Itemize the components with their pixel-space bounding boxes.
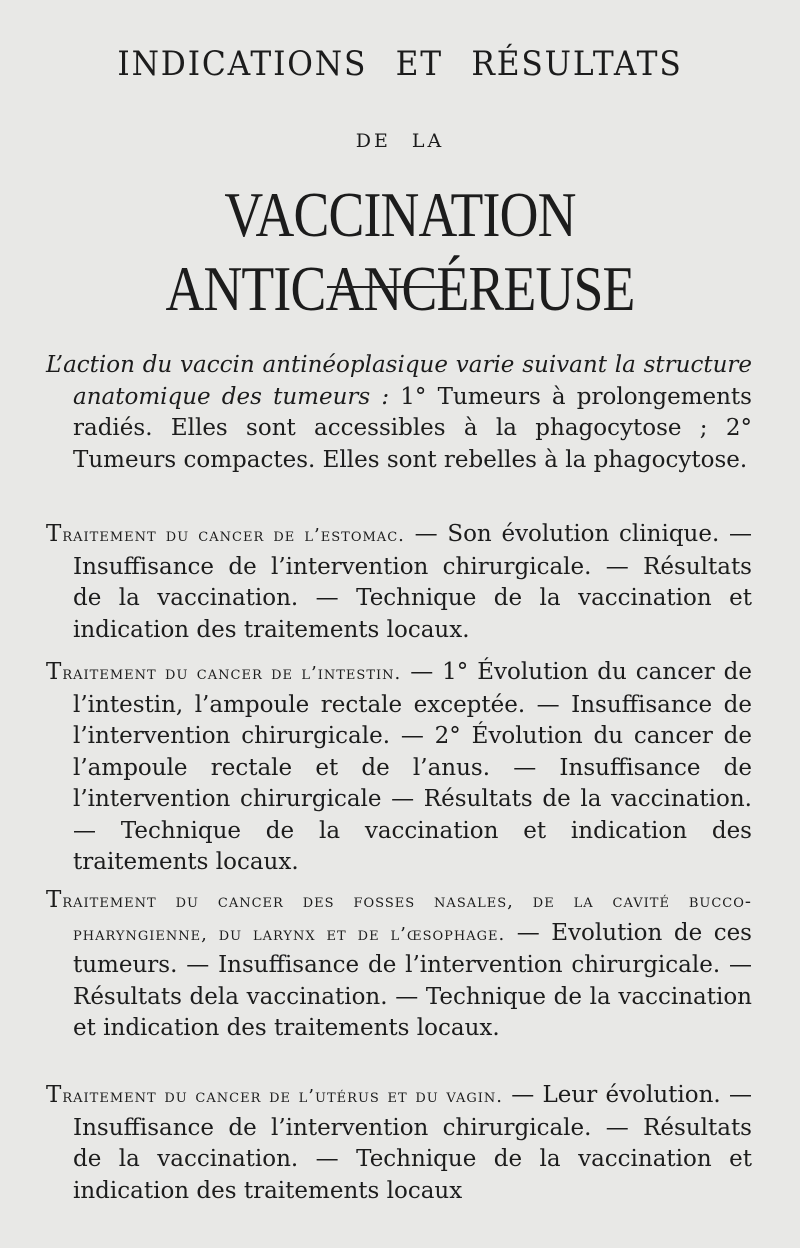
section-text: — 1° Évolution du cancer de l’intestin, l’ampoule rectale exceptée. — Insuffisance de l’intervention chirurgicale. — 2° Évolution du cancer de l’ampoule rectale et de l’anus. — Insuffisance de l’intervention chirurgicale — Résultats de la vaccination. — Technique de la vaccination et indication des traitements locaux. bbox=[73, 659, 752, 875]
section-uterus bbox=[46, 1080, 752, 1207]
intro-italic: L’action du vaccin antinéoplasique varie suivant la structure anatomique des tumeurs : bbox=[46, 352, 752, 410]
title-line-3: VACCINATION ANTICANCÉREUSE bbox=[165, 179, 635, 324]
section-text: — Son évolution clinique. — Insuffisance de l’intervention chirurgicale. — Résultats de la vaccination. — Technique de la vaccination et indication des traitements locaux. bbox=[73, 521, 752, 643]
section-text: — Leur évolution. — Insuffisance de l’intervention chirurgicale. — Résultats de la vaccination. — Technique de la vaccination et indication des traitements locaux bbox=[73, 1082, 752, 1204]
section-heading: Traitement du cancer de l’utérus et du vagin. bbox=[46, 1082, 503, 1108]
title-line-1: INDICATIONS ET RÉSULTATS bbox=[117, 44, 683, 84]
section-intestine bbox=[46, 657, 752, 879]
title-line-2: DE LA bbox=[355, 130, 445, 152]
section-nasal bbox=[46, 885, 752, 1045]
section-heading: Traitement du cancer de l’intestin. bbox=[46, 659, 402, 685]
title-divider bbox=[327, 286, 445, 288]
section-text: — Evolution de ces tumeurs. — Insuffisance de l’intervention chirurgicale. — Résultats dela vaccination. — Technique de la vaccination et indication des traitements locaux. bbox=[73, 919, 752, 1041]
section-heading: Traitement du cancer des fosses nasales, de la cavité bucco-pharyngienne, du larynx et de l’œsophage. bbox=[46, 887, 752, 945]
intro-paragraph bbox=[46, 350, 752, 476]
section-stomach bbox=[46, 519, 752, 646]
intro-text: 1° Tumeurs à prolongements radiés. Elles sont accessibles à la phagocytose ; 2° Tumeurs compactes. Elles sont rebelles à la phagocytose. bbox=[73, 383, 752, 473]
section-heading: Traitement du cancer de l’estomac. bbox=[46, 521, 405, 547]
